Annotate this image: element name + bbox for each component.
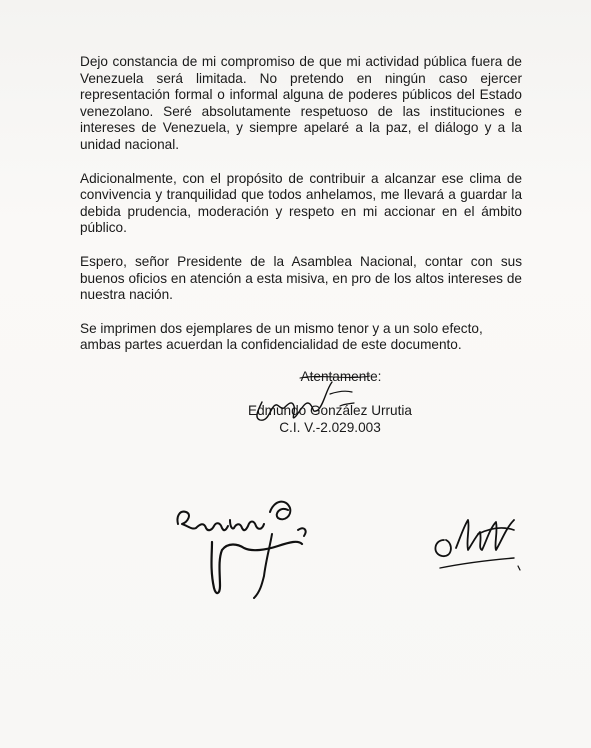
- signer-name: Edmundo González Urrutia: [248, 403, 412, 418]
- paragraph-prudence: Adicionalmente, con el propósito de contribuir a alcanzar ese clima de convivencia y tranquilidad que todos anhelamos, me llevará a guardar la debida prudencia, moderación y respeto en mi accionar en el ámbito público.: [80, 170, 522, 236]
- paragraph-confidentiality: Se imprimen dos ejemplares de un mismo tenor y a un solo efecto, ambas partes acuerdan la confidencialidad de este documento.: [80, 320, 483, 353]
- signer-signature: [240, 370, 390, 430]
- letter-body: [80, 54, 522, 371]
- paragraph-request: Espero, señor Presidente de la Asamblea Nacional, contar con sus buenos oficios en atención a esta misiva, en pro de los altos intereses de nuestra nación.: [80, 253, 522, 303]
- signer-id: C.I. V.-2.029.003: [279, 420, 381, 435]
- salutation: Atentamente:: [300, 369, 382, 384]
- witness-signature: [430, 510, 530, 580]
- paragraph-commitment: Dejo constancia de mi compromiso de que mi actividad pública fuera de Venezuela será limitada. No pretendo en ningún caso ejercer representación formal o informal alguna de poderes públicos del Estado venezolano. Seré absolutamente respetuoso de las instituciones e intereses de Venezuela, y siempre apelaré a la paz, el diálogo y a la unidad nacional.: [80, 54, 522, 152]
- received-signature: [170, 490, 340, 610]
